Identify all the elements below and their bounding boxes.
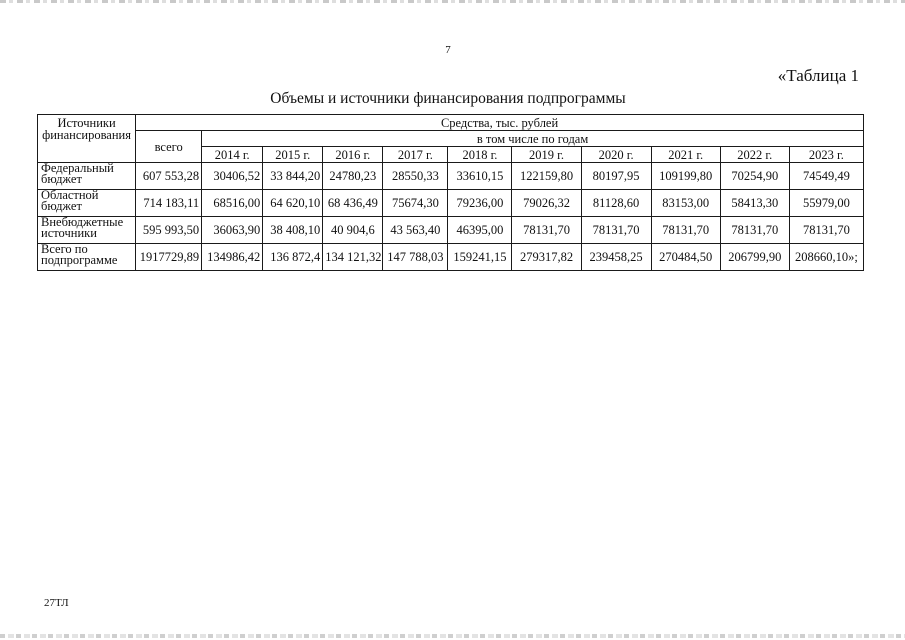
table-row	[38, 217, 864, 244]
value-cell: 55979,00	[789, 190, 863, 217]
header-year: 2019 г.	[512, 147, 581, 163]
header-total: всего	[136, 131, 202, 163]
header-year: 2021 г.	[651, 147, 720, 163]
source-line1: Внебюджетные	[41, 216, 124, 229]
value-cell: 64 620,10	[263, 190, 323, 217]
page-number: 7	[445, 44, 451, 56]
total-cell: 714 183,11	[136, 190, 202, 217]
value-cell: 40 904,6	[323, 217, 383, 244]
value-cell: 206799,90	[720, 244, 789, 271]
total-cell: 607 553,28	[136, 163, 202, 190]
value-cell: 79026,32	[512, 190, 581, 217]
value-cell: 75674,30	[383, 190, 448, 217]
value-cell: 78131,70	[512, 217, 581, 244]
value-cell: 80197,95	[581, 163, 651, 190]
footer-code: 27ТЛ	[44, 597, 69, 609]
value-cell: 58413,30	[720, 190, 789, 217]
header-year: 2017 г.	[383, 147, 448, 163]
source-line1: Всего по	[41, 243, 88, 256]
value-cell: 134986,42	[202, 244, 263, 271]
value-cell: 134 121,32	[323, 244, 383, 271]
header-year: 2022 г.	[720, 147, 789, 163]
value-cell: 30406,52	[202, 163, 263, 190]
value-cell: 68 436,49	[323, 190, 383, 217]
value-cell: 136 872,4	[263, 244, 323, 271]
source-line1: Областной	[41, 189, 99, 202]
header-sources-cell	[38, 115, 136, 163]
value-cell: 43 563,40	[383, 217, 448, 244]
scan-edge-bottom	[0, 634, 905, 638]
value-cell: 33610,15	[448, 163, 512, 190]
value-cell: 159241,15	[448, 244, 512, 271]
table-row	[38, 163, 864, 190]
header-year: 2016 г.	[323, 147, 383, 163]
value-cell: 78131,70	[720, 217, 789, 244]
source-cell	[38, 217, 136, 244]
header-sources-line2: финансирования	[42, 128, 131, 142]
value-cell: 83153,00	[651, 190, 720, 217]
total-cell: 595 993,50	[136, 217, 202, 244]
source-line2: бюджет	[41, 172, 82, 186]
source-cell	[38, 190, 136, 217]
header-year: 2014 г.	[202, 147, 263, 163]
table-row	[38, 244, 864, 271]
source-line1: Федеральный	[41, 162, 114, 175]
value-cell: 79236,00	[448, 190, 512, 217]
source-line2: бюджет	[41, 199, 82, 213]
scan-edge-top	[0, 0, 905, 3]
value-cell: 24780,23	[323, 163, 383, 190]
table-row	[38, 190, 864, 217]
source-cell	[38, 163, 136, 190]
value-cell: 208660,10»;	[789, 244, 863, 271]
value-cell: 78131,70	[789, 217, 863, 244]
header-by-years: в том числе по годам	[202, 131, 864, 147]
value-cell: 78131,70	[651, 217, 720, 244]
header-year: 2023 г.	[789, 147, 863, 163]
value-cell: 74549,49	[789, 163, 863, 190]
value-cell: 70254,90	[720, 163, 789, 190]
value-cell: 28550,33	[383, 163, 448, 190]
header-year: 2018 г.	[448, 147, 512, 163]
total-cell: 1917729,89	[136, 244, 202, 271]
financing-table	[37, 114, 864, 271]
value-cell: 279317,82	[512, 244, 581, 271]
value-cell: 38 408,10	[263, 217, 323, 244]
header-row-funds	[38, 115, 864, 131]
document-title: Объемы и источники финансирования подпрограммы	[270, 90, 626, 107]
source-line2: источники	[41, 226, 97, 240]
table-label: «Таблица 1	[777, 66, 859, 85]
header-year: 2020 г.	[581, 147, 651, 163]
source-line2: подпрограмме	[41, 253, 118, 267]
value-cell: 78131,70	[581, 217, 651, 244]
value-cell: 68516,00	[202, 190, 263, 217]
source-cell	[38, 244, 136, 271]
value-cell: 270484,50	[651, 244, 720, 271]
value-cell: 36063,90	[202, 217, 263, 244]
value-cell: 239458,25	[581, 244, 651, 271]
value-cell: 122159,80	[512, 163, 581, 190]
header-funds: Средства, тыс. рублей	[136, 115, 864, 131]
value-cell: 33 844,20	[263, 163, 323, 190]
header-sources-line1: Источники	[57, 116, 116, 130]
value-cell: 147 788,03	[383, 244, 448, 271]
value-cell: 46395,00	[448, 217, 512, 244]
header-row-total	[38, 131, 864, 147]
value-cell: 81128,60	[581, 190, 651, 217]
table-body	[38, 163, 864, 271]
value-cell: 109199,80	[651, 163, 720, 190]
header-year: 2015 г.	[263, 147, 323, 163]
